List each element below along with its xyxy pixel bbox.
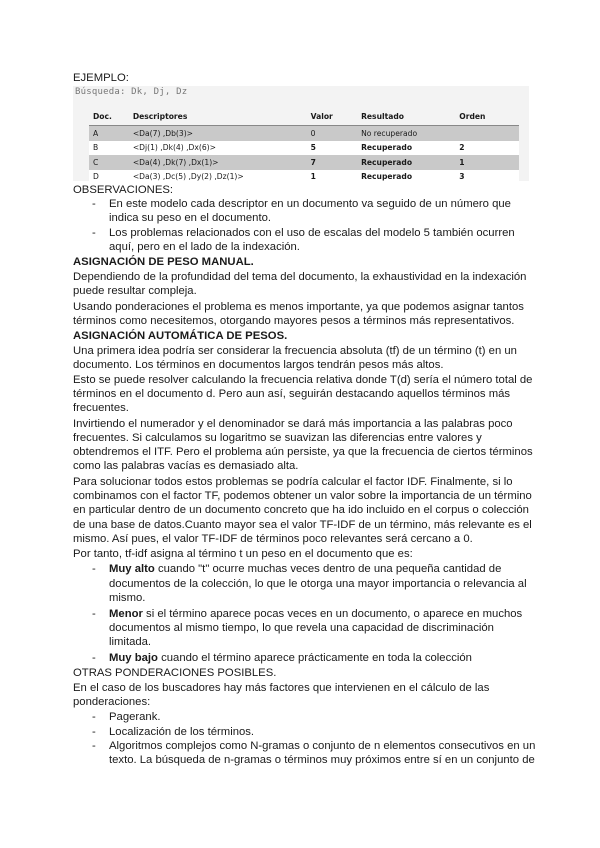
col-header-valor: Valor xyxy=(310,111,333,121)
bullet-dash: - xyxy=(92,652,96,664)
cell-valor: 1 xyxy=(310,172,316,182)
observaciones-title: OBSERVACIONES: xyxy=(73,184,174,196)
bullet-dash: - xyxy=(92,726,96,738)
peso-bold: Menor xyxy=(109,608,143,620)
peso-bold: Muy bajo xyxy=(109,652,158,664)
manual-line: Usando ponderaciones el problema es menos importante, ya que podemos asignar tantos xyxy=(73,301,524,313)
cell-doc: C xyxy=(93,157,99,167)
cell-valor: 7 xyxy=(310,157,316,167)
automatica-line: en particular dentro de un documento concreto que ha ido incluido en el corpus o colección xyxy=(73,504,529,516)
automatica-line: obtendremos el ITF. Pero el problema aún persiste, ya que la frecuencia de ciertos términos xyxy=(73,446,533,458)
peso-bold: Muy alto xyxy=(109,563,155,575)
peso-rest: cuando "t" ocurre muchas veces dentro de una pequeña cantidad de xyxy=(154,563,502,575)
table-row xyxy=(89,141,519,156)
peso-line: documentos al mismo tiempo, lo que revela una capacidad de discriminación xyxy=(109,622,494,634)
otras-line: ponderaciones: xyxy=(73,696,151,708)
automatica-line: mismo. Así pues, el valor TF-IDF de términos poco relevantes será cercano a 0. xyxy=(73,533,473,545)
peso-item-muy-alto xyxy=(109,562,501,576)
automatica-line: documento. Los términos en documentos largos tendrán pesos más altos. xyxy=(73,359,444,371)
cell-resultado: Recuperado xyxy=(361,143,413,153)
automatica-line: Por tanto, tf-idf asigna al término t un peso en el documento que es: xyxy=(73,548,413,560)
bullet-dash: - xyxy=(92,740,96,752)
manual-line: puede resultar compleja. xyxy=(73,285,197,297)
cell-orden: 2 xyxy=(459,143,465,153)
obs-bullet-1-line-2: indica su peso en el documento. xyxy=(109,212,272,224)
cell-orden xyxy=(455,126,519,141)
cell-resultado: Recuperado xyxy=(361,157,413,167)
automatica-line: términos en el documento d. Pero aun así, seguirán destacando aquellos términos más xyxy=(73,388,511,400)
manual-heading: ASIGNACIÓN DE PESO MANUAL. xyxy=(73,256,254,268)
col-header-resultado: Resultado xyxy=(361,111,404,121)
cell-resultado: No recuperado xyxy=(361,128,418,138)
peso-rest: si el término aparece pocas veces en un documento, o aparece en muchos xyxy=(142,608,523,620)
peso-item-menor xyxy=(109,607,522,621)
col-header-descriptores: Descriptores xyxy=(132,111,188,121)
cell-desc: <Da(3) ,Dc(5) ,Dy(2) ,Dz(1)> xyxy=(132,172,244,182)
peso-item-muy-bajo xyxy=(109,651,472,665)
cell-orden: 1 xyxy=(459,157,465,167)
table-row xyxy=(89,126,519,141)
automatica-line: Invirtiendo el numerador y el denominador se dará más importancia a las palabras poco xyxy=(73,418,513,430)
col-header-doc: Doc. xyxy=(93,111,112,121)
manual-line: Dependiendo de la profundidad del tema del documento, la exhaustividad en la indexación xyxy=(73,271,527,283)
table-header-row xyxy=(89,107,519,126)
peso-rest: cuando el término aparece prácticamente en toda la colección xyxy=(157,652,472,664)
bullet-dash: - xyxy=(92,711,96,723)
bullet-dash: - xyxy=(92,198,96,210)
otras-line: En el caso de los buscadores hay más factores que intervienen en el cálculo de las xyxy=(73,682,490,694)
automatica-line: frecuentes. xyxy=(73,402,129,414)
automatica-line: de una base de datos.Cuanto mayor sea el valor TF-IDF de un término, más relevante es el xyxy=(73,519,532,531)
cell-doc: D xyxy=(93,172,99,182)
otras-bullet: Pagerank. xyxy=(109,711,161,723)
otras-bullet-continued: texto. La búsqueda de n-gramas o términos muy próximos entre sí en un conjunto de xyxy=(109,754,535,766)
peso-line: mismo. xyxy=(109,592,146,604)
cell-valor: 0 xyxy=(310,128,316,138)
example-label: EJEMPLO: xyxy=(73,72,129,84)
automatica-line: Para solucionar todos estos problemas se podría calcular el factor IDF. Finalmente, si lo xyxy=(73,476,513,488)
peso-line: documentos de la colección, lo que le otorga una mayor importancia o relevancia al xyxy=(109,578,527,590)
manual-line: términos como necesitemos, otorgando mayores pesos a términos más representativos. xyxy=(73,315,515,327)
table-row xyxy=(89,155,519,170)
example-table xyxy=(89,107,519,184)
cell-resultado: Recuperado xyxy=(361,172,413,182)
obs-bullet-2-line-1: Los problemas relacionados con el uso de escalas del modelo 5 también ocurren xyxy=(109,227,515,239)
bullet-dash: - xyxy=(92,563,96,575)
cell-orden: 3 xyxy=(459,172,465,182)
bullet-dash: - xyxy=(92,227,96,239)
cell-desc: <Dj(1) ,Dk(4) ,Dx(6)> xyxy=(132,143,217,153)
peso-line: limitada. xyxy=(109,636,152,648)
query-line: Búsqueda: Dk, Dj, Dz xyxy=(75,87,188,97)
cell-desc: <Da(7) ,Db(3)> xyxy=(132,128,194,138)
cell-doc: A xyxy=(93,128,99,138)
obs-bullet-1-line-1: En este modelo cada descriptor en un documento va seguido de un número que xyxy=(109,198,511,210)
col-header-orden: Orden xyxy=(459,111,486,121)
automatica-heading: ASIGNACIÓN AUTOMÁTICA DE PESOS. xyxy=(73,330,288,342)
automatica-line: como las palabras vacías es demasiado alta. xyxy=(73,460,299,472)
automatica-line: Esto se puede resolver calculando la frecuencia relativa donde T(d) sería el número total de xyxy=(73,374,533,386)
otras-title: OTRAS PONDERACIONES POSIBLES. xyxy=(73,667,277,679)
cell-doc: B xyxy=(93,143,99,153)
automatica-line: frecuentes. Si calculamos su logaritmo se suavizan las diferencias entre valores y xyxy=(73,432,482,444)
otras-bullet: Localización de los términos. xyxy=(109,726,255,738)
automatica-line: Una primera idea podría ser considerar la frecuencia absoluta (tf) de un término (t) en un xyxy=(73,345,517,357)
cell-valor: 5 xyxy=(310,143,316,153)
otras-bullet: Algoritmos complejos como N-gramas o conjunto de n elementos consecutivos en un xyxy=(109,740,536,752)
bullet-dash: - xyxy=(92,608,96,620)
cell-desc: <Da(4) ,Dk(7) ,Dx(1)> xyxy=(132,157,219,167)
table-row xyxy=(89,170,519,185)
obs-bullet-2-line-2: aquí, pero en el lado de la indexación. xyxy=(109,241,300,253)
automatica-line: combinamos con el factor TF, podemos obtener un valor sobre la importancia de un término xyxy=(73,490,532,502)
